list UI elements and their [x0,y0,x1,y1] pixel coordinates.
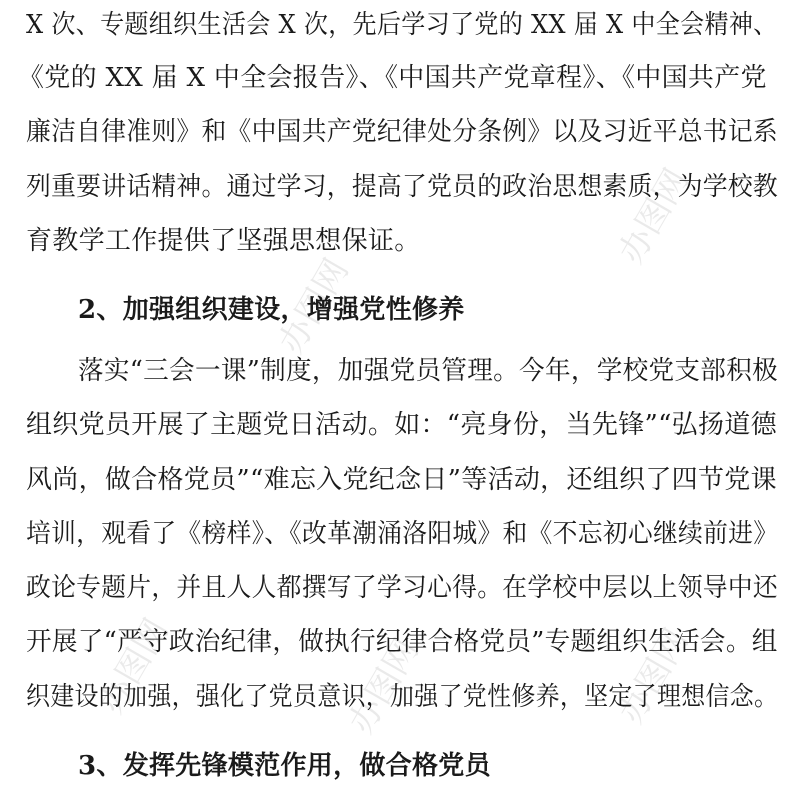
paragraph-line: X 次、专题组织生活会 X 次，先后学习了党的 XX 届 X 中全会精神、 [26,10,778,40]
paragraph-line: 政论专题片，并且人人都撰写了学习心得。在学校中层以上领导中还 [26,573,779,603]
watermark-lower-mid: 办图网 [341,632,427,741]
section-heading-2: 2、加强组织建设，增强党性修养 [78,295,465,325]
watermark-top-right: 办图网 [611,162,697,271]
paragraph-line: 落实“三会一课”制度，加强党员管理。今年，学校党支部积极 [78,356,778,386]
paragraph-line: 组织党员开展了主题党日活动。如：“亮身份，当先锋”“弘扬道德 [26,410,777,440]
watermark-mid: 办图网 [271,252,357,361]
paragraph-line: 《党的 XX 届 X 中全会报告》、《中国共产党章程》、《中国共产党 [18,63,767,93]
paragraph-line: 开展了“严守政治纪律，做执行纪律合格党员”专题组织生活会。组 [26,627,778,657]
paragraph-line: 风尚，做合格党员”“难忘入党纪念日”等活动，还组织了四节党课 [26,465,777,495]
paragraph-line: 育教学工作提供了坚强思想保证。 [26,226,421,256]
paragraph-line: 培训，观看了《榜样》、《改革潮涌洛阳城》和《不忘初心继续前进》 [26,519,779,549]
paragraph-line: 廉洁自律准则》和《中国共产党纪律处分条例》以及习近平总书记系 [26,117,779,147]
watermark-lower-left: 办图网 [91,612,177,721]
section-heading-3: 3、发挥先锋模范作用，做合格党员 [78,751,491,781]
watermark-lower-right: 办图网 [611,622,697,731]
paragraph-line: 列重要讲话精神。通过学习，提高了党员的政治思想素质，为学校教 [26,172,779,202]
paragraph-line: 织建设的加强，强化了党员意识，加强了党性修养，坚定了理想信念。 [26,682,779,712]
